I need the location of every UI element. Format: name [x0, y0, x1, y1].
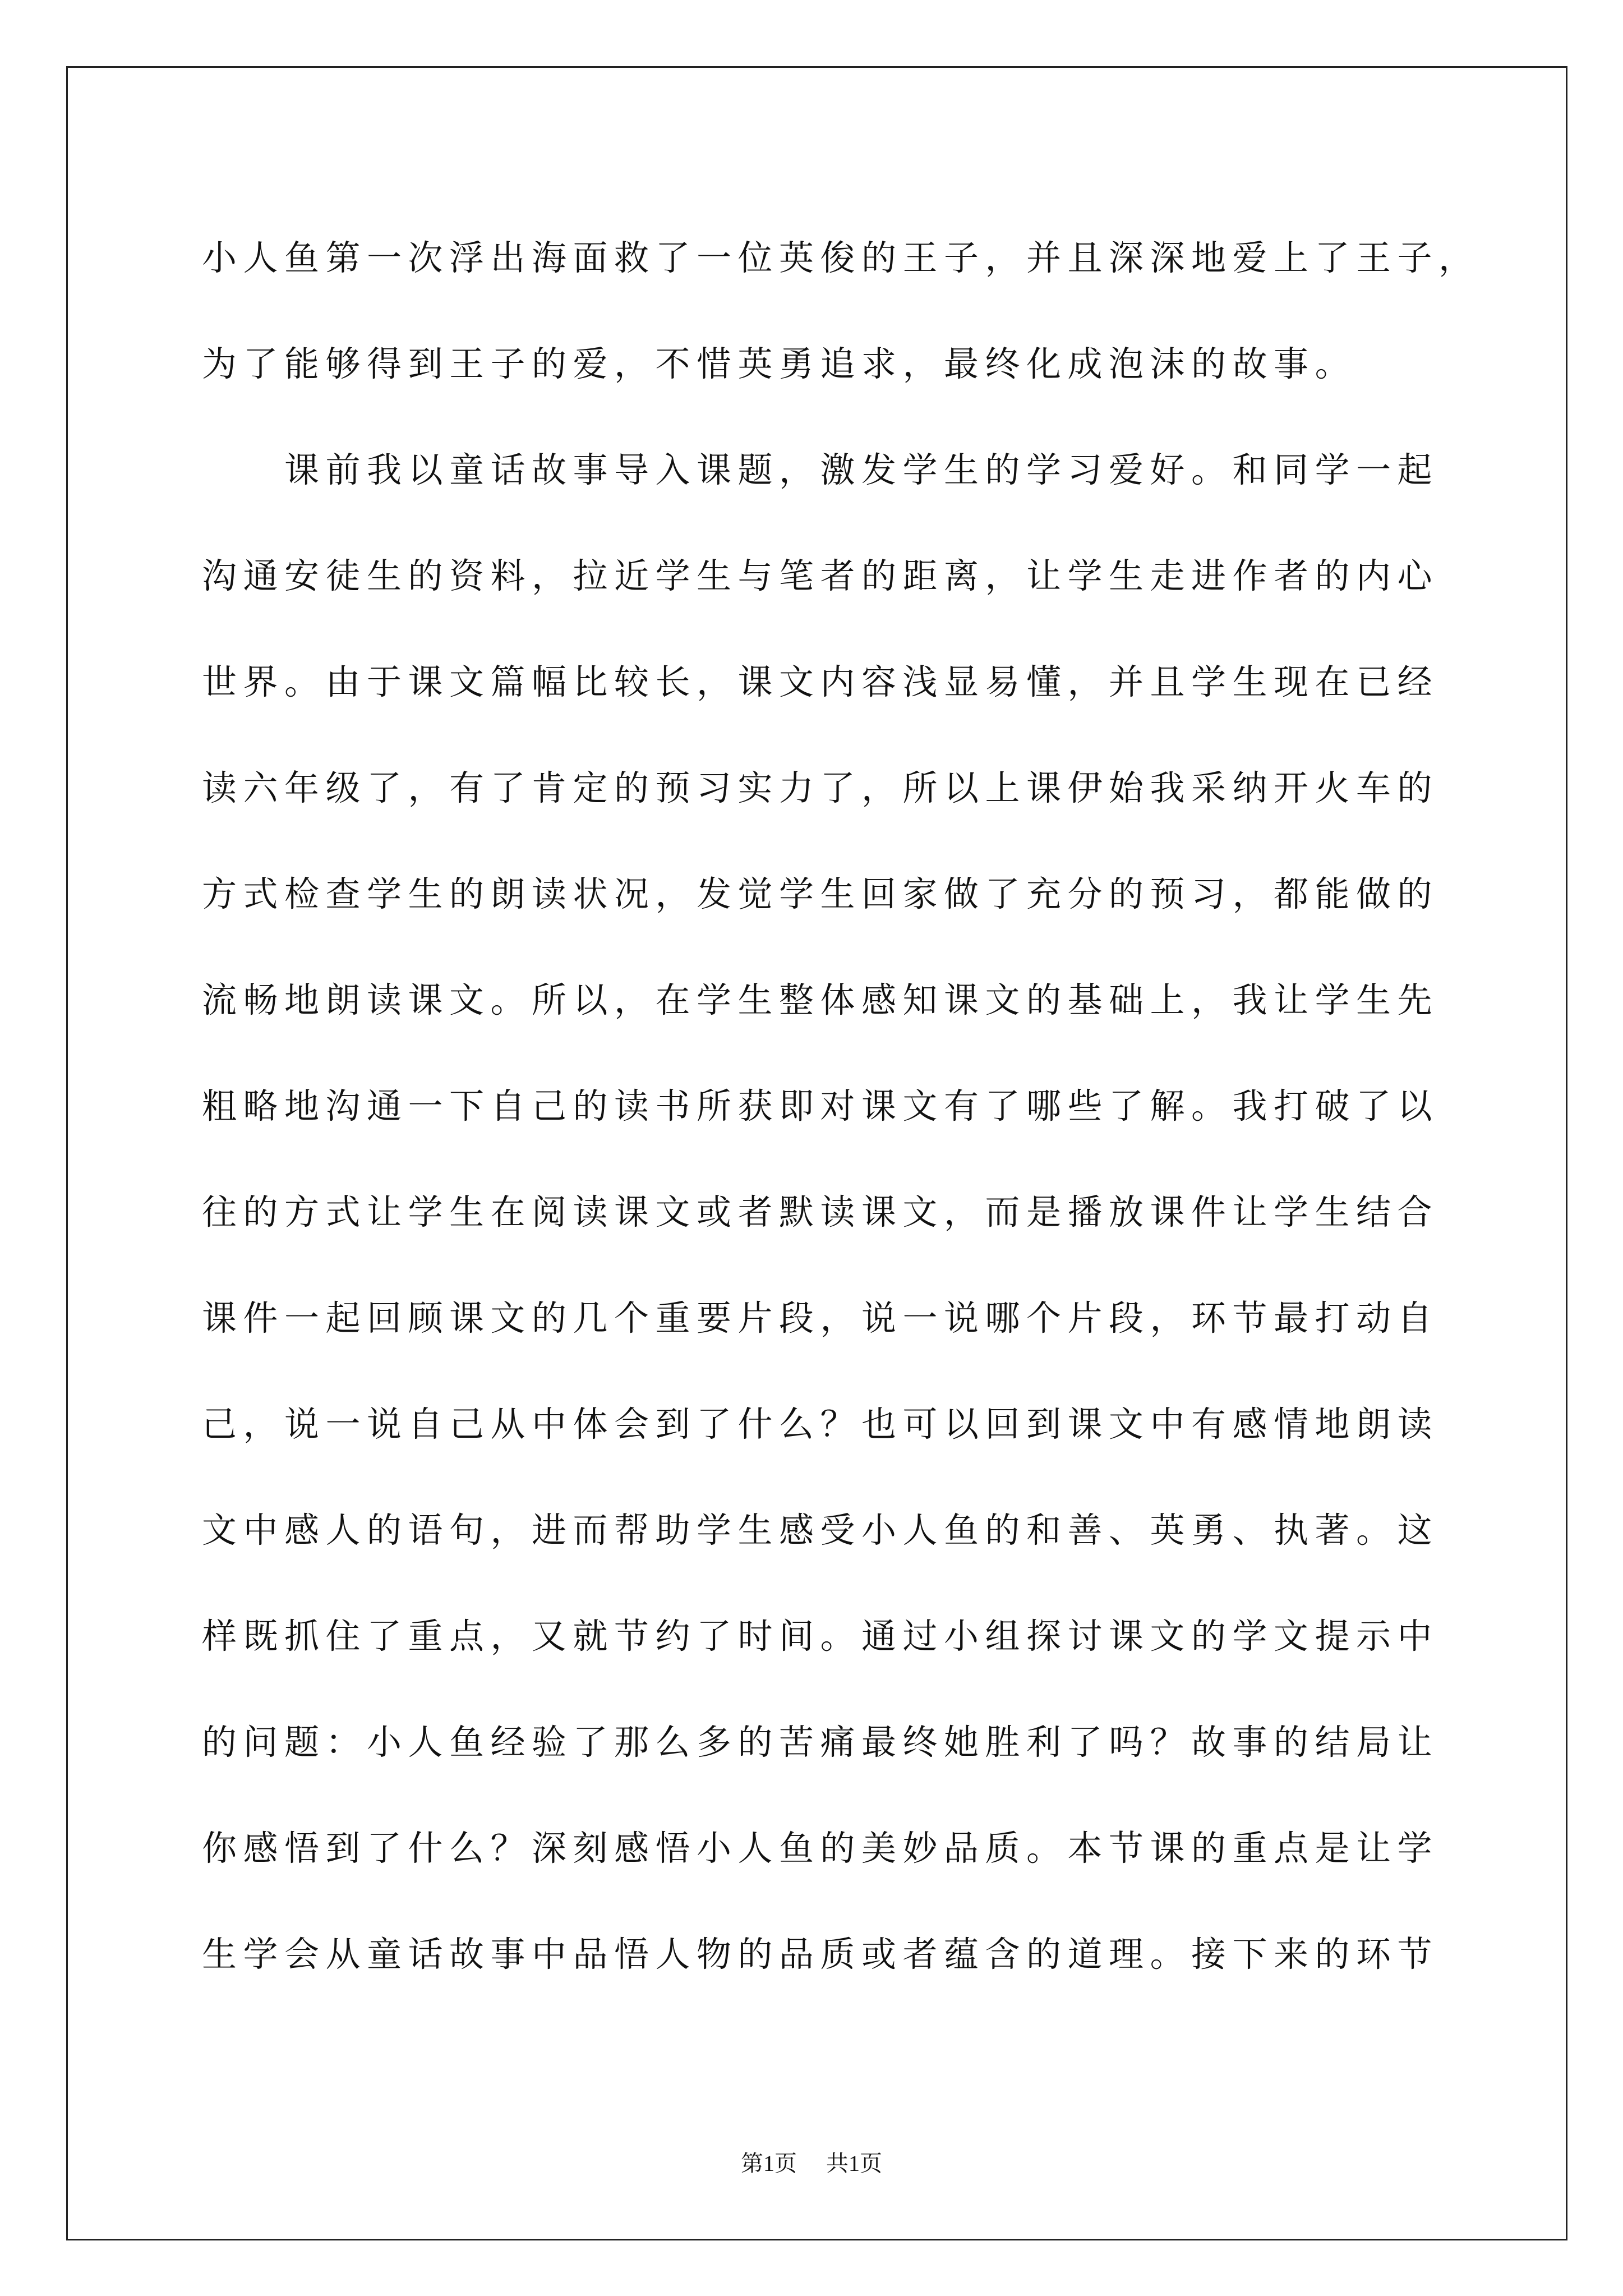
body-text-line: 己，说一说自己从中体会到了什么？也可以回到课文中有感情地朗读 [202, 1404, 1439, 1444]
body-text-line: 你感悟到了什么？深刻感悟小人鱼的美妙品质。本节课的重点是让学 [202, 1828, 1439, 1869]
body-text-line: 课前我以童话故事导入课题，激发学生的学习爱好。和同学一起 [284, 449, 1439, 490]
page-count-total: 共1页 [826, 2151, 882, 2176]
body-text-line: 流畅地朗读课文。所以，在学生整体感知课文的基础上，我让学生先 [202, 979, 1439, 1020]
body-text-line: 生学会从童话故事中品悟人物的品质或者蕴含的道理。接下来的环节 [202, 1934, 1439, 1975]
body-text [202, 205, 1559, 2007]
body-text-line: 世界。由于课文篇幅比较长，课文内容浅显易懂，并且学生现在已经 [202, 661, 1439, 702]
body-text-line: 沟通安徒生的资料，拉近学生与笔者的距离，让学生走进作者的内心 [202, 555, 1439, 596]
body-text-line: 为了能够得到王子的爱，不惜英勇追求，最终化成泡沫的故事。 [202, 343, 1357, 384]
body-text-line: 往的方式让学生在阅读课文或者默读课文，而是播放课件让学生结合 [202, 1191, 1439, 1232]
paragraph [202, 417, 1559, 2007]
body-text-line: 方式检查学生的朗读状况，发觉学生回家做了充分的预习，都能做的 [202, 873, 1439, 914]
body-text-line: 的问题：小人鱼经验了那么多的苦痛最终她胜利了吗？故事的结局让 [202, 1722, 1439, 1763]
body-text-line: 课件一起回顾课文的几个重要片段，说一说哪个片段，环节最打动自 [202, 1297, 1439, 1338]
page-number-current: 第1页 [741, 2151, 797, 2176]
body-text-line: 读六年级了，有了肯定的预习实力了，所以上课伊始我采纳开火车的 [202, 767, 1439, 808]
body-text-line: 样既抓住了重点，又就节约了时间。通过小组探讨课文的学文提示中 [202, 1616, 1439, 1657]
paragraph [202, 205, 1559, 417]
page-footer [0, 2148, 1623, 2179]
body-text-line: 文中感人的语句，进而帮助学生感受小人鱼的和善、英勇、执著。这 [202, 1510, 1439, 1550]
body-text-line: 小人鱼第一次浮出海面救了一位英俊的王子，并且深深地爱上了王子， [202, 237, 1480, 278]
body-text-line: 粗略地沟通一下自己的读书所获即对课文有了哪些了解。我打破了以 [202, 1085, 1439, 1126]
